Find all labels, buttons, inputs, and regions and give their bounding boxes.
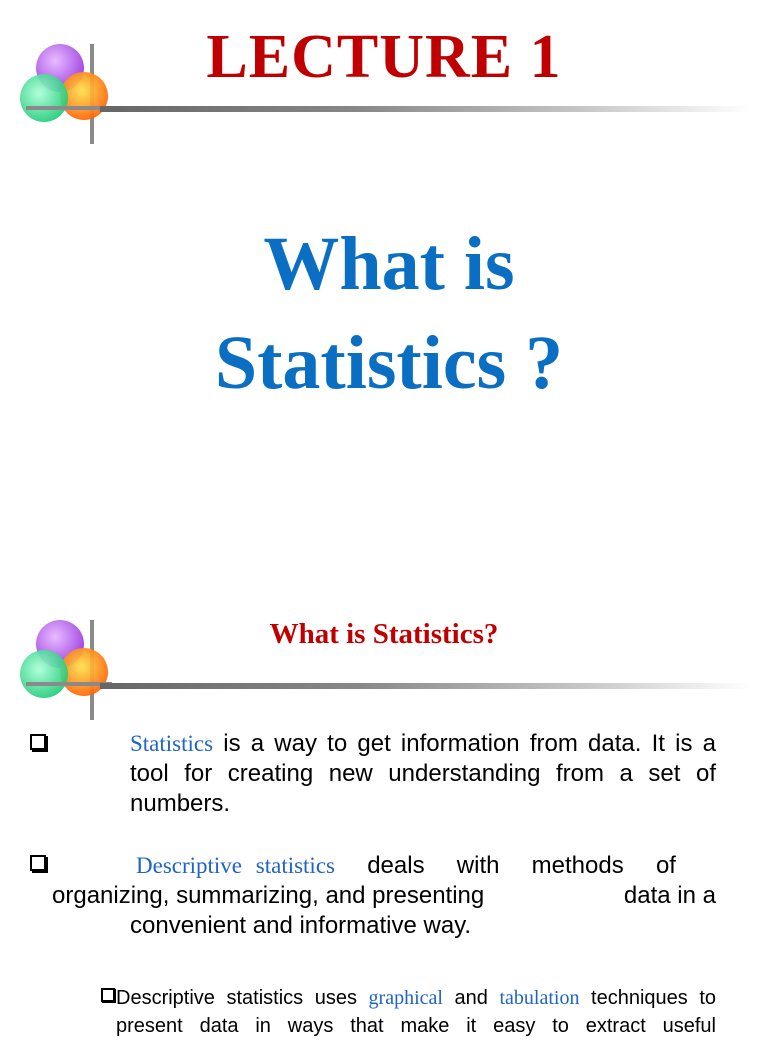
lecture-title: LECTURE 1	[206, 23, 562, 91]
bullet-2-line-2	[52, 881, 716, 911]
line-text: data in a	[623, 882, 716, 909]
bullet-3-rest: techniques to present data in ways that make it easy to extract useful	[116, 987, 717, 1037]
bullet-2-line-3: convenient and informative way.	[130, 912, 472, 939]
slide-title: What is Statistics?	[269, 618, 499, 650]
bullet-3-mid: and	[442, 987, 500, 1009]
line-text: organizing, summarizing, and presenting	[52, 882, 485, 909]
bullet-descriptive-techniques	[116, 984, 716, 1040]
checkbox-bullet-icon	[30, 855, 46, 871]
checkbox-bullet-icon	[30, 734, 46, 750]
main-question-line-2: Statistics ?	[214, 321, 564, 405]
bullet-2-line-1	[52, 851, 676, 881]
word: with	[456, 852, 500, 879]
term-tabulation: tabulation	[499, 987, 580, 1009]
bullet-1-text: is a way to get information from data. It is a tool for creating new understanding from a set of numbers.	[130, 730, 716, 817]
term-statistics: Statistics	[130, 731, 214, 756]
bullet-statistics-definition	[130, 729, 716, 819]
main-question-line-1: What is	[263, 222, 515, 306]
word: deals	[367, 852, 425, 879]
word: of	[655, 852, 676, 879]
title-divider	[100, 106, 750, 112]
word: methods	[531, 852, 624, 879]
term-graphical: graphical	[368, 987, 443, 1009]
title-divider	[100, 683, 750, 689]
bullet-descriptive-statistics	[52, 851, 716, 941]
main-question	[0, 215, 768, 413]
bullet-3-prefix: Descriptive statistics uses	[116, 987, 369, 1009]
checkbox-bullet-icon	[101, 988, 115, 1002]
term-descriptive-statistics: Descriptive statistics	[136, 853, 335, 878]
